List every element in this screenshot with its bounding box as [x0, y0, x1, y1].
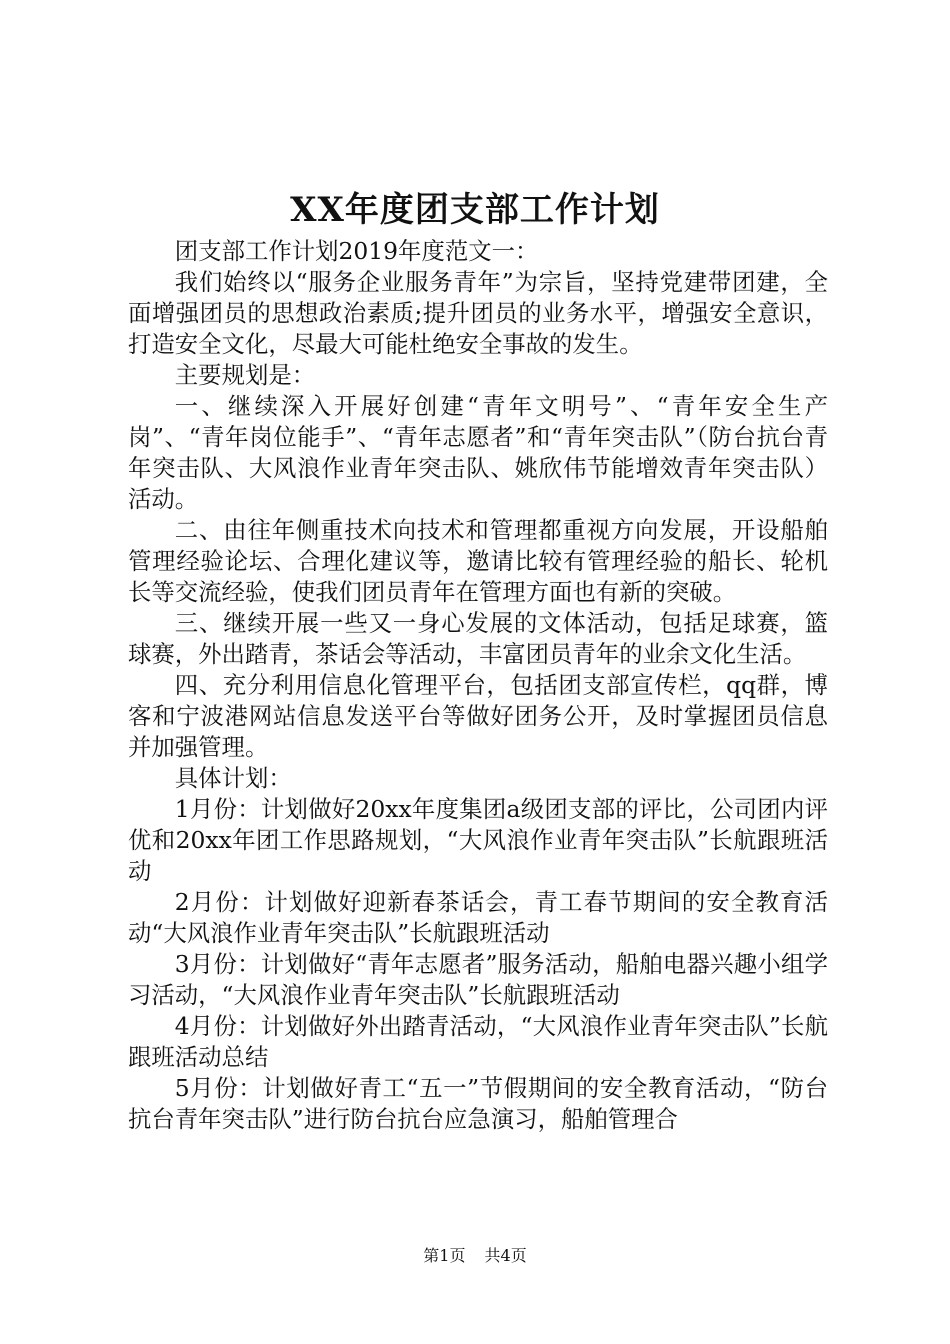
paragraph: 一、继续深入开展好创建“青年文明号”、“青年安全生产岗”、“青年岗位能手”、“青年志愿者”和“青年突击队”（防台抗台青年突击队、大风浪作业青年突击队、姚欣伟节能增效青年突击队）活动。	[128, 392, 828, 513]
paragraph: 我们始终以“服务企业服务青年”为宗旨，坚持党建带团建，全面增强团员的思想政治素质;提升团员的业务水平，增强安全意识，打造安全文化，尽最大可能杜绝安全事故的发生。	[128, 268, 828, 358]
page-footer	[0, 1245, 950, 1267]
paragraph: 5月份：计划做好青工“五一”节假期间的安全教育活动，“防台抗台青年突击队”进行防台抗台应急演习，船舶管理合	[128, 1074, 828, 1133]
paragraph: 二、由往年侧重技术向技术和管理都重视方向发展，开设船舶管理经验论坛、合理化建议等，邀请比较有管理经验的船长、轮机长等交流经验，使我们团员青年在管理方面也有新的突破。	[128, 516, 828, 606]
paragraph: 四、充分利用信息化管理平台，包括团支部宣传栏，qq群，博客和宁波港网站信息发送平台等做好团务公开，及时掌握团员信息并加强管理。	[128, 671, 828, 761]
paragraph: 三、继续开展一些又一身心发展的文体活动，包括足球赛，篮球赛，外出踏青，茶话会等活动，丰富团员青年的业余文化生活。	[128, 609, 828, 668]
paragraph: 2月份：计划做好迎新春茶话会，青工春节期间的安全教育活动“大风浪作业青年突击队”长航跟班活动	[128, 888, 828, 947]
page-number: 第1页	[423, 1246, 466, 1265]
paragraph: 4月份：计划做好外出踏青活动，“大风浪作业青年突击队”长航跟班活动总结	[128, 1012, 828, 1071]
paragraph: 具体计划：	[174, 764, 292, 792]
document-title: XX年度团支部工作计划	[290, 190, 660, 230]
page-total: 共4页	[484, 1246, 527, 1265]
paragraph: 团支部工作计划2019年度范文一：	[174, 237, 539, 265]
paragraph: 3月份：计划做好“青年志愿者”服务活动，船舶电器兴趣小组学习活动，“大风浪作业青年突击队”长航跟班活动	[128, 950, 828, 1009]
document-body	[128, 236, 828, 1135]
paragraph: 1月份：计划做好20xx年度集团a级团支部的评比，公司团内评优和20xx年团工作思路规划，“大风浪作业青年突击队”长航跟班活动	[128, 795, 828, 885]
paragraph: 主要规划是：	[174, 361, 316, 389]
